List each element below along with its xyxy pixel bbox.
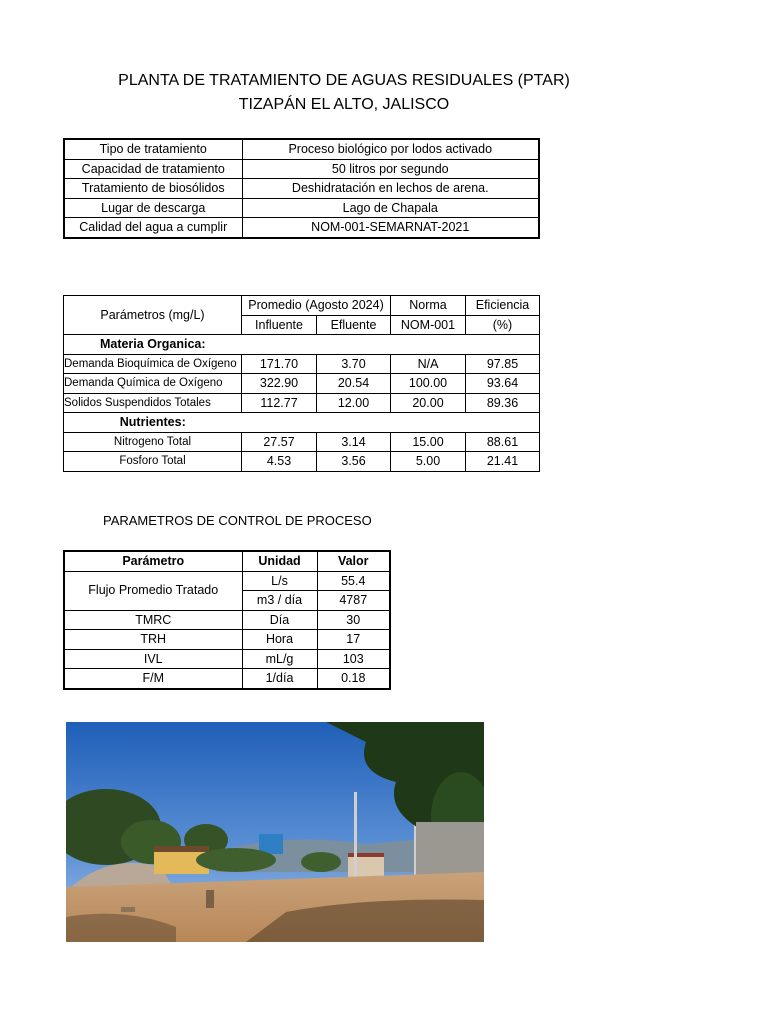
page-title: PLANTA DE TRATAMIENTO DE AGUAS RESIDUALES (PTAR)	[118, 72, 570, 89]
influente-header: Influente	[242, 315, 317, 335]
info-label: Tipo de tratamiento	[64, 139, 242, 159]
info-label: Calidad del agua a cumplir	[64, 218, 242, 238]
norma-value: 100.00	[391, 374, 466, 394]
table-row	[64, 649, 390, 669]
unit-value: m3 / día	[242, 591, 317, 611]
valor-header: Valor	[317, 551, 390, 571]
table-row	[64, 198, 539, 218]
param-name: Flujo Promedio Tratado	[64, 571, 242, 610]
info-value: Lago de Chapala	[242, 198, 539, 218]
efluente-value: 20.54	[317, 374, 391, 394]
eficiencia-value: 97.85	[466, 354, 540, 374]
table-row	[64, 159, 539, 179]
param-name: IVL	[64, 649, 242, 669]
norma-value: 15.00	[391, 432, 466, 452]
influente-value: 112.77	[242, 393, 317, 413]
param-name: F/M	[64, 669, 242, 689]
info-value: 50 litros por segundo	[242, 159, 539, 179]
param-header: Parámetros (mg/L)	[64, 296, 242, 335]
unit-value: mL/g	[242, 649, 317, 669]
param-name: TRH	[64, 630, 242, 650]
value-cell: 4787	[317, 591, 390, 611]
plant-photo	[66, 722, 484, 942]
eficiencia-value: 21.41	[466, 452, 540, 472]
category-row	[64, 335, 540, 355]
parameters-table	[63, 295, 540, 472]
table-row	[64, 432, 540, 452]
table-row	[64, 139, 539, 159]
info-value: Proceso biológico por lodos activado	[242, 139, 539, 159]
eficiencia-sub-header: (%)	[466, 315, 540, 335]
param-name: TMRC	[64, 610, 242, 630]
table-row	[64, 452, 540, 472]
info-label: Lugar de descarga	[64, 198, 242, 218]
value-cell: 0.18	[317, 669, 390, 689]
page-subtitle: TIZAPÁN EL ALTO, JALISCO	[238, 96, 450, 113]
efluente-value: 3.70	[317, 354, 391, 374]
category-row	[64, 413, 540, 433]
param-name: Nitrogeno Total	[64, 432, 242, 452]
param-name: Demanda Química de Oxígeno	[64, 374, 242, 394]
control-section-title: PARAMETROS DE CONTROL DE PROCESO	[103, 513, 372, 528]
value-cell: 30	[317, 610, 390, 630]
table-header-row	[64, 296, 540, 316]
category-label: Nutrientes:	[119, 415, 186, 429]
table-row	[64, 354, 540, 374]
influente-value: 4.53	[242, 452, 317, 472]
value-cell: 55.4	[317, 571, 390, 591]
category-label: Materia Organica:	[99, 337, 206, 351]
table-row	[64, 393, 540, 413]
param-name: Solidos Suspendidos Totales	[64, 393, 242, 413]
norma-value: 5.00	[391, 452, 466, 472]
efluente-value: 12.00	[317, 393, 391, 413]
unit-value: Día	[242, 610, 317, 630]
param-name: Fosforo Total	[64, 452, 242, 472]
info-label: Tratamiento de biosólidos	[64, 179, 242, 199]
influente-value: 171.70	[242, 354, 317, 374]
efluente-header: Efluente	[317, 315, 391, 335]
unit-value: 1/día	[242, 669, 317, 689]
influente-value: 322.90	[242, 374, 317, 394]
efluente-value: 3.14	[317, 432, 391, 452]
value-cell: 103	[317, 649, 390, 669]
info-table	[63, 138, 540, 239]
unit-value: L/s	[242, 571, 317, 591]
eficiencia-header: Eficiencia	[466, 296, 540, 316]
table-row	[64, 669, 390, 689]
unidad-header: Unidad	[242, 551, 317, 571]
table-row	[64, 374, 540, 394]
influente-value: 27.57	[242, 432, 317, 452]
table-header-row	[64, 551, 390, 571]
control-table	[63, 550, 391, 690]
eficiencia-value: 88.61	[466, 432, 540, 452]
info-value: NOM-001-SEMARNAT-2021	[242, 218, 539, 238]
norma-value: 20.00	[391, 393, 466, 413]
param-name: Demanda Bioquímica de Oxígeno	[64, 354, 242, 374]
norma-value: N/A	[391, 354, 466, 374]
param-header: Parámetro	[64, 551, 242, 571]
info-label: Capacidad de tratamiento	[64, 159, 242, 179]
norma-sub-header: NOM-001	[391, 315, 466, 335]
info-value: Deshidratación en lechos de arena.	[242, 179, 539, 199]
promedio-header: Promedio (Agosto 2024)	[242, 296, 391, 316]
norma-header: Norma	[391, 296, 466, 316]
table-row	[64, 218, 539, 238]
eficiencia-value: 89.36	[466, 393, 540, 413]
table-row	[64, 630, 390, 650]
eficiencia-value: 93.64	[466, 374, 540, 394]
unit-value: Hora	[242, 630, 317, 650]
value-cell: 17	[317, 630, 390, 650]
efluente-value: 3.56	[317, 452, 391, 472]
table-row	[64, 571, 390, 591]
table-row	[64, 610, 390, 630]
table-row	[64, 179, 539, 199]
